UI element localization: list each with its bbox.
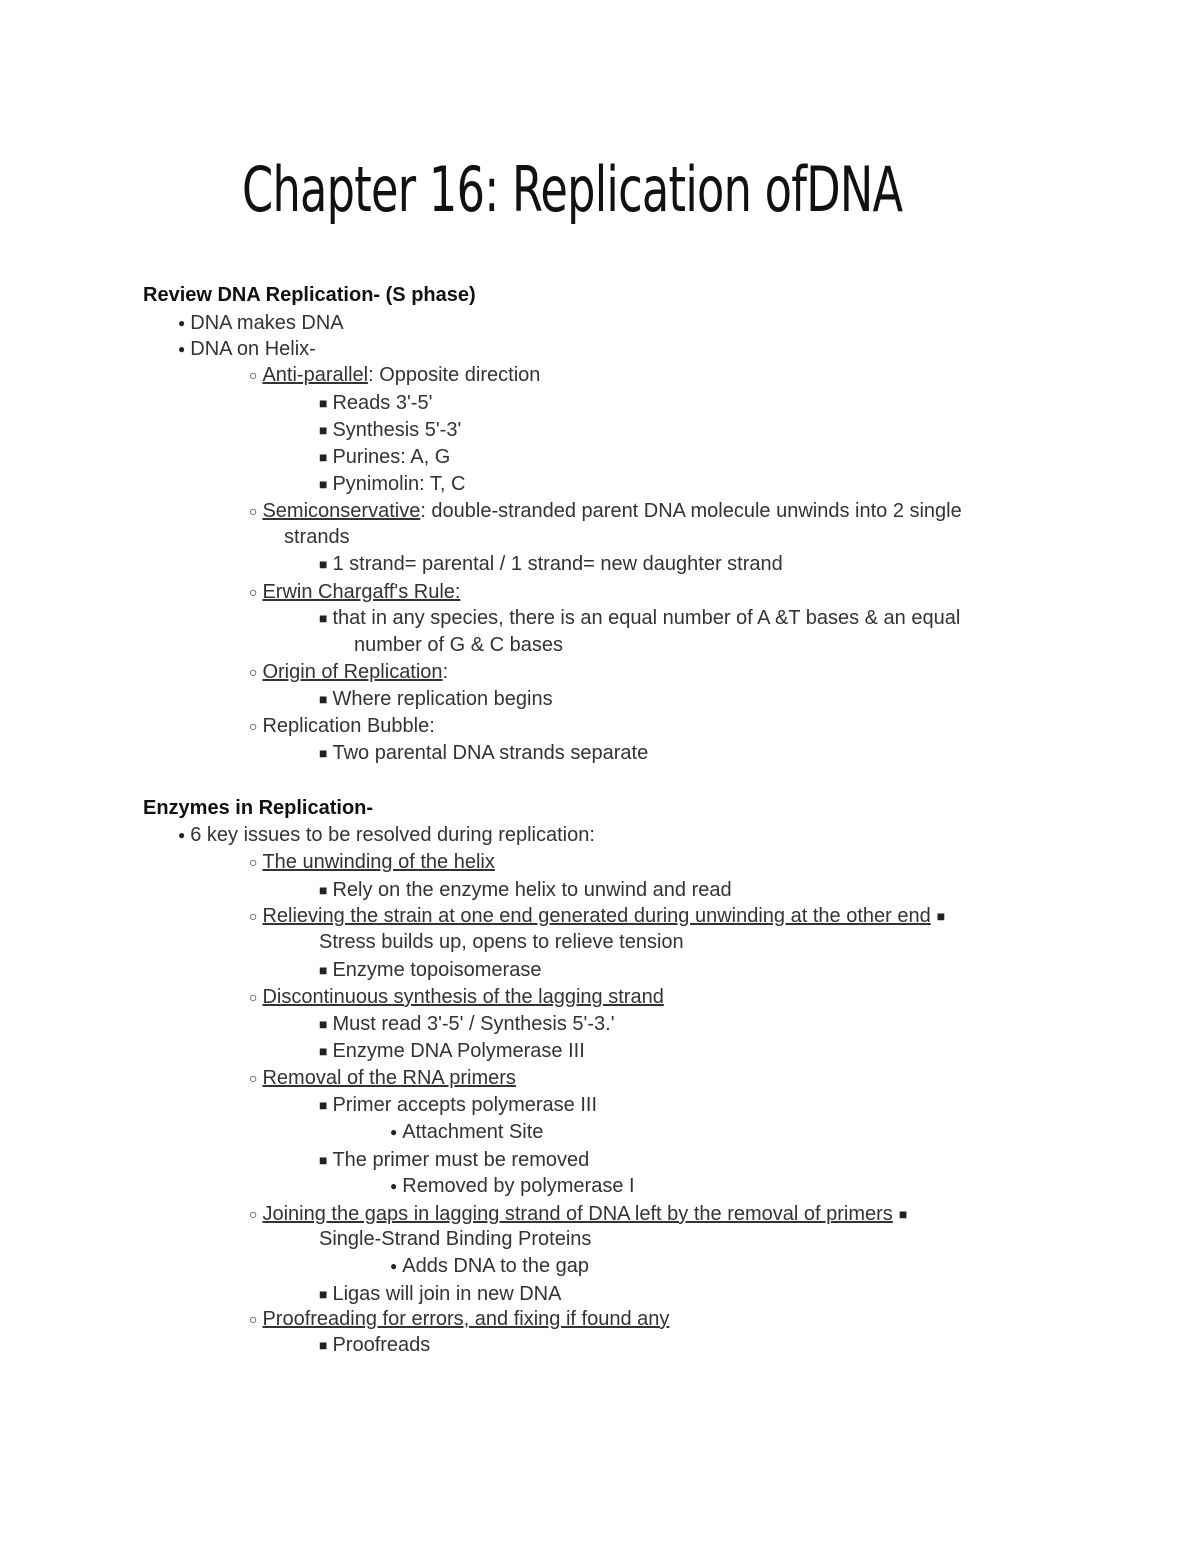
square-bullet-icon: ■	[319, 691, 328, 707]
list-item: ○ The unwinding of the helix	[249, 851, 495, 873]
list-item: ○ Origin of Replication:	[249, 661, 449, 683]
list-item: ● Attachment Site	[390, 1121, 544, 1143]
circle-bullet-icon: ○	[249, 908, 258, 924]
square-bullet-icon: ■	[319, 1016, 328, 1032]
list-item: ■ Where replication begins	[319, 688, 553, 710]
list-item: ○ Replication Bubble:	[249, 715, 435, 737]
list-item: ■ that in any species, there is an equal number of A &T bases & an equal	[319, 607, 961, 629]
list-item: ■ Reads 3'-5'	[319, 392, 433, 414]
list-item: ■ 1 strand= parental / 1 strand= new daughter strand	[319, 553, 783, 575]
list-item: ■ Primer accepts polymerase III	[319, 1094, 597, 1116]
square-bullet-icon: ■	[319, 1337, 328, 1353]
list-item: ○ Erwin Chargaff's Rule:	[249, 581, 461, 603]
square-bullet-icon: ■	[319, 395, 328, 411]
list-item: ● DNA makes DNA	[178, 312, 344, 334]
list-item: ■ Two parental DNA strands separate	[319, 742, 649, 764]
square-bullet-icon: ■	[319, 1043, 328, 1059]
bullet-icon: ●	[178, 316, 186, 330]
circle-bullet-icon: ○	[249, 367, 258, 383]
bullet-icon: ●	[390, 1259, 398, 1273]
list-item: ■ Must read 3'-5' / Synthesis 5'-3.'	[319, 1013, 615, 1035]
page-title: Chapter 16: Replication ofDNA	[242, 153, 903, 226]
square-bullet-icon: ■	[319, 1152, 328, 1168]
list-item: ○ Anti-parallel: Opposite direction	[249, 364, 541, 386]
list-item: ○ Joining the gaps in lagging strand of DNA left by the removal of primers ■	[249, 1203, 908, 1225]
list-item-continuation: Stress builds up, opens to relieve tension	[319, 931, 684, 953]
square-bullet-icon: ■	[319, 962, 328, 978]
square-bullet-icon: ■	[319, 449, 328, 465]
square-bullet-icon: ■	[319, 1097, 328, 1113]
list-item-continuation: number of G & C bases	[354, 634, 563, 656]
list-item: ● 6 key issues to be resolved during replication:	[178, 824, 595, 846]
bullet-icon: ●	[390, 1125, 398, 1139]
circle-bullet-icon: ○	[249, 989, 258, 1005]
circle-bullet-icon: ○	[249, 718, 258, 734]
list-item: ■ Enzyme topoisomerase	[319, 959, 542, 981]
list-item: ■ Purines: A, G	[319, 446, 451, 468]
square-bullet-icon: ■	[319, 1286, 328, 1302]
circle-bullet-icon: ○	[249, 1070, 258, 1086]
list-item: ○ Proofreading for errors, and fixing if found any	[249, 1308, 670, 1330]
square-bullet-icon: ■	[319, 882, 328, 898]
list-item-continuation: strands	[284, 526, 350, 548]
list-item: ● Removed by polymerase I	[390, 1175, 635, 1197]
square-bullet-icon: ■	[319, 610, 328, 626]
list-item: ■ Ligas will join in new DNA	[319, 1283, 562, 1305]
square-bullet-icon: ■	[319, 476, 328, 492]
circle-bullet-icon: ○	[249, 664, 258, 680]
square-bullet-icon: ■	[319, 745, 328, 761]
bullet-icon: ●	[178, 828, 186, 842]
list-item: ■ The primer must be removed	[319, 1149, 590, 1171]
section-heading-review: Review DNA Replication- (S phase)	[143, 284, 476, 306]
list-item: ■ Rely on the enzyme helix to unwind and read	[319, 879, 732, 901]
list-item: ■ Pynimolin: T, C	[319, 473, 466, 495]
square-bullet-icon: ■	[898, 1206, 908, 1222]
bullet-icon: ●	[390, 1179, 398, 1193]
square-bullet-icon: ■	[319, 556, 328, 572]
list-item: ○ Semiconservative: double-stranded parent DNA molecule unwinds into 2 single	[249, 500, 962, 522]
list-item: ● DNA on Helix-	[178, 338, 316, 360]
list-item: ■ Enzyme DNA Polymerase III	[319, 1040, 585, 1062]
list-item: ● Adds DNA to the gap	[390, 1255, 590, 1277]
square-bullet-icon: ■	[319, 422, 328, 438]
list-item: ○ Discontinuous synthesis of the lagging strand	[249, 986, 664, 1008]
bullet-icon: ●	[178, 342, 186, 356]
circle-bullet-icon: ○	[249, 1311, 258, 1327]
circle-bullet-icon: ○	[249, 1206, 258, 1222]
section-heading-enzymes: Enzymes in Replication-	[143, 797, 374, 819]
list-item: ○ Removal of the RNA primers	[249, 1067, 516, 1089]
circle-bullet-icon: ○	[249, 584, 258, 600]
circle-bullet-icon: ○	[249, 854, 258, 870]
circle-bullet-icon: ○	[249, 503, 258, 519]
list-item-continuation: Single-Strand Binding Proteins	[319, 1228, 592, 1250]
square-bullet-icon: ■	[936, 908, 946, 924]
list-item: ■ Proofreads	[319, 1334, 431, 1356]
list-item: ○ Relieving the strain at one end generated during unwinding at the other end ■	[249, 905, 946, 927]
list-item: ■ Synthesis 5'-3'	[319, 419, 462, 441]
